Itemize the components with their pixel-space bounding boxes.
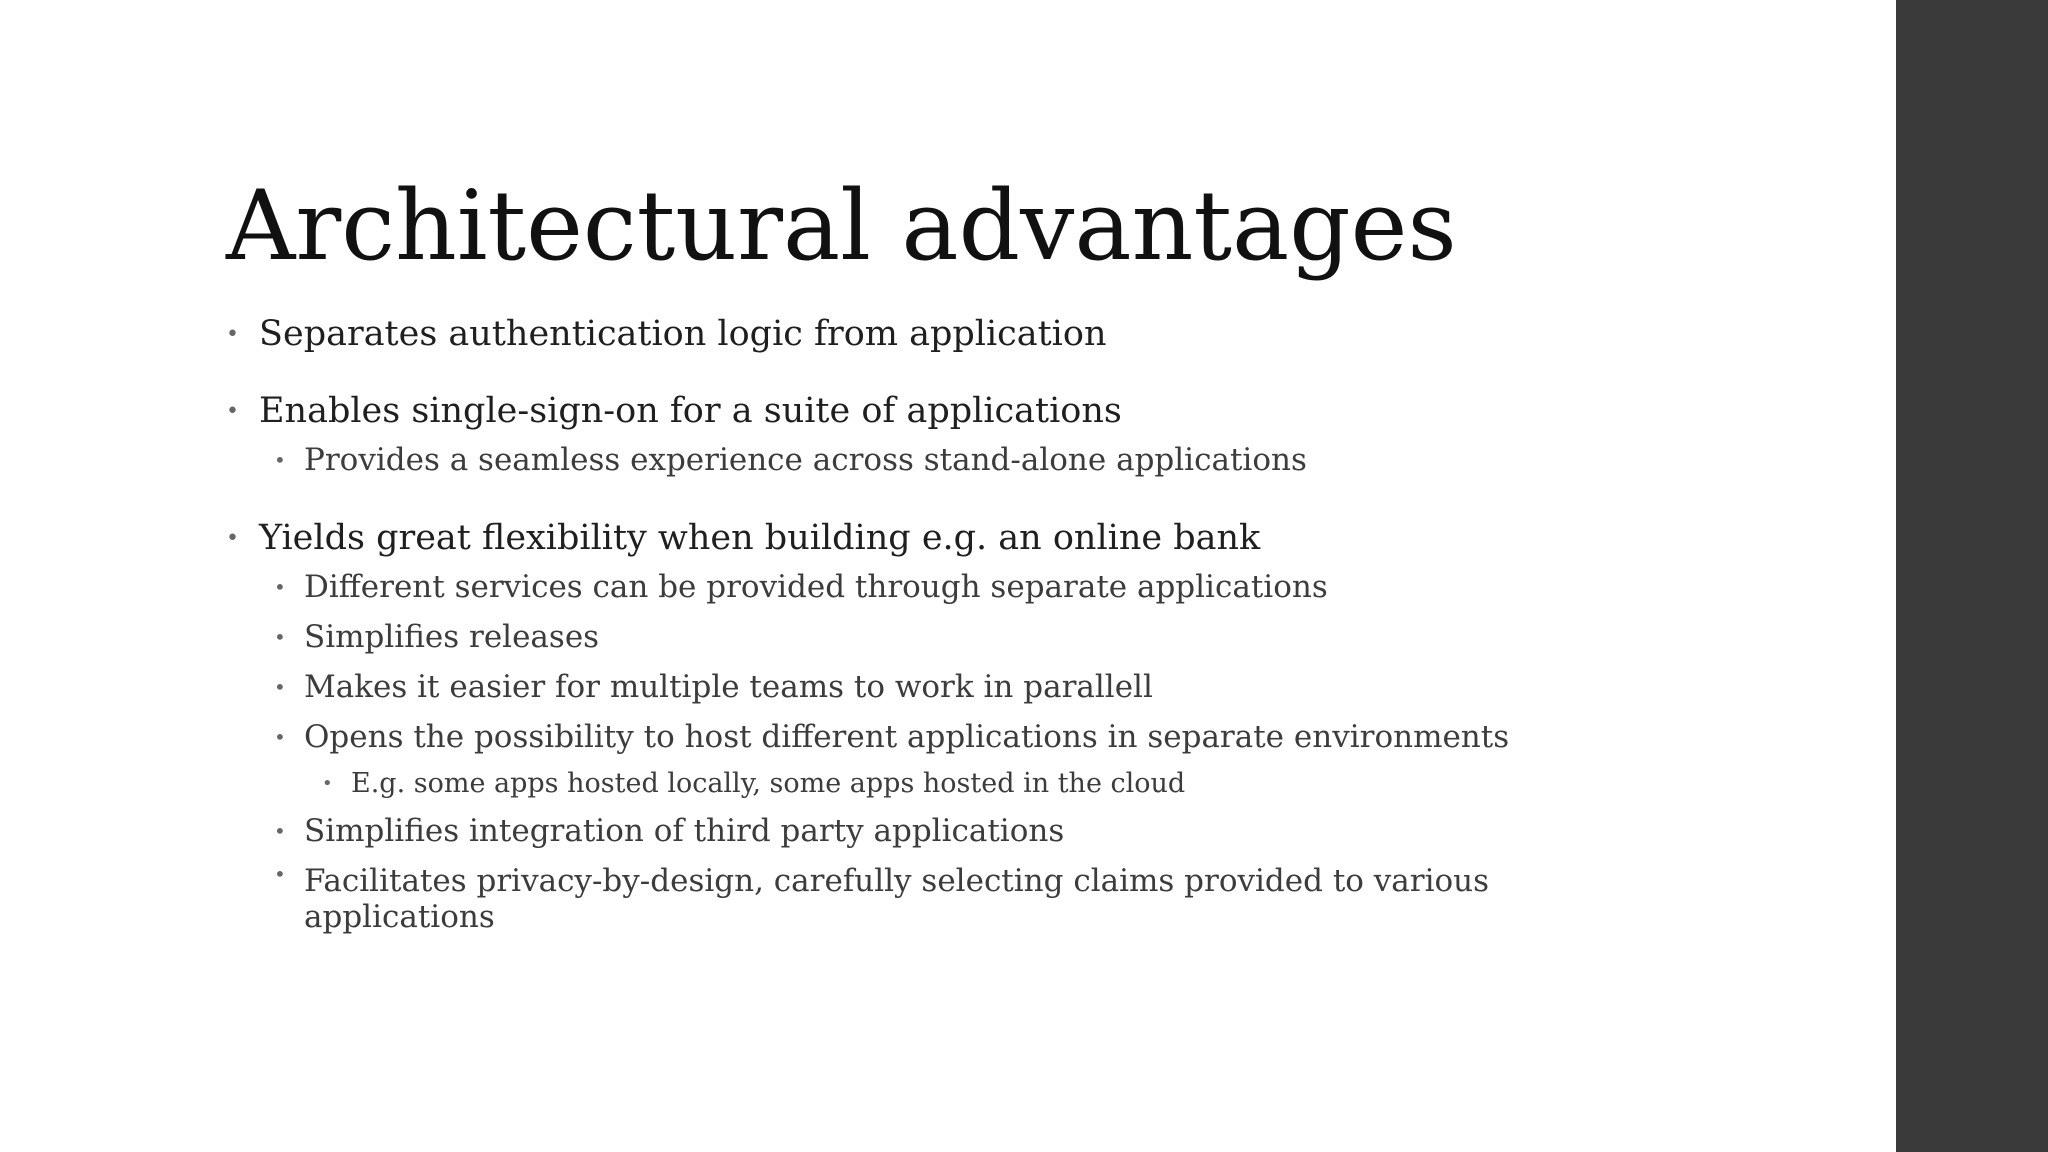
sub-bullet-item bbox=[226, 562, 1646, 612]
bullet-icon: • bbox=[274, 819, 286, 843]
bullet-item bbox=[226, 387, 1646, 435]
bullet-text: Enables single-sign-on for a suite of applications bbox=[259, 391, 1122, 431]
bullet-item bbox=[226, 514, 1646, 562]
bullet-text: Separates authentication logic from application bbox=[259, 314, 1107, 354]
bullet-icon: • bbox=[274, 448, 286, 472]
bullet-text: Facilitates privacy-by-design, carefully selecting claims provided to various applications bbox=[304, 863, 1490, 935]
bullet-text: Different services can be provided through separate applications bbox=[304, 569, 1328, 605]
bullet-text: Provides a seamless experience across stand-alone applications bbox=[304, 442, 1307, 478]
slide-title: Architectural advantages bbox=[226, 170, 1457, 282]
bullet-text: Simplifies integration of third party applications bbox=[304, 813, 1065, 849]
sub-bullet-item bbox=[226, 806, 1646, 856]
sub-bullet-item bbox=[226, 856, 1524, 942]
bullet-icon: • bbox=[274, 725, 286, 749]
sub-bullet-item bbox=[226, 712, 1646, 762]
bullet-text: Makes it easier for multiple teams to work in parallell bbox=[304, 669, 1153, 705]
bullet-icon: • bbox=[226, 526, 239, 551]
bullet-icon: • bbox=[274, 862, 286, 886]
bullet-text: Opens the possibility to host different applications in separate environments bbox=[304, 719, 1510, 755]
bullet-text: Yields great flexibility when building e.g. an online bank bbox=[259, 518, 1261, 558]
side-bar bbox=[1896, 0, 2048, 1152]
sub-bullet-item bbox=[226, 662, 1646, 712]
bullet-item bbox=[226, 310, 1646, 358]
bullet-icon: • bbox=[322, 773, 333, 794]
bullet-text: Simplifies releases bbox=[304, 619, 600, 655]
bullet-icon: • bbox=[274, 675, 286, 699]
bullet-text: E.g. some apps hosted locally, some apps hosted in the cloud bbox=[351, 768, 1186, 799]
bullet-icon: • bbox=[274, 575, 286, 599]
bullet-icon: • bbox=[274, 625, 286, 649]
sub-bullet-item bbox=[226, 435, 1646, 485]
bullet-icon: • bbox=[226, 322, 239, 347]
sub-bullet-item bbox=[226, 612, 1646, 662]
bullet-list bbox=[226, 310, 1646, 942]
bullet-icon: • bbox=[226, 399, 239, 424]
sub-sub-bullet-item bbox=[226, 762, 1646, 806]
